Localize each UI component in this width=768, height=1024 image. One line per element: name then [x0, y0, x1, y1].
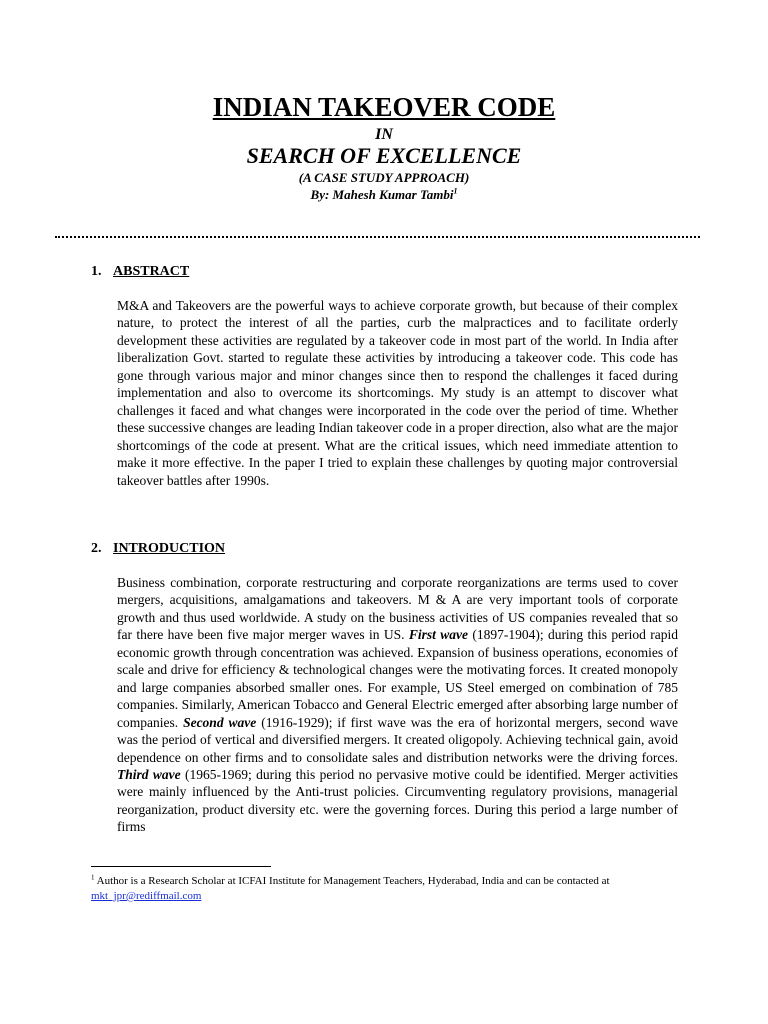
intro-text-part: Business combination, corporate restructuring and corporate reorganizations are terms used to cover mergers, acquisitions, amalgamations and takeovers. M & A are very important tools of corporate growth and thus used worldwide. A study on the business activities of US companies revealed that so far there have been five major merger waves in US. — [117, 575, 678, 643]
dotted-separator — [55, 232, 700, 238]
section-title: INTRODUCTION — [113, 541, 226, 556]
intro-text-part: (1916-1929); if first wave was the era of horizontal mergers, second wave was the period of vertical and diversified mergers. It created oligopoly. Achieving technical gain, avoid dependence on other firms and to consolidate sales and distribution networks were the driving forces. — [117, 714, 678, 765]
intro-text-part: (1965-1969; during this period no pervasive motive could be identified. Merger activities were mainly influenced by the Anti-trust policies. Circumventing regulatory provisions, managerial reorganization, product diversity etc. were the governing forces. During this period a large number of firms — [117, 766, 679, 835]
section-number: 1. — [91, 264, 102, 279]
introduction-text — [117, 574, 678, 836]
section-title: ABSTRACT — [113, 264, 190, 279]
section-heading-abstract — [91, 263, 189, 281]
third-wave-term: Third wave — [117, 766, 181, 782]
document-subtitle: SEARCH OF EXCELLENCE — [246, 143, 522, 168]
author-footnote-mark: 1 — [453, 186, 458, 196]
section-heading-introduction — [91, 540, 225, 558]
footnote-text: Author is a Research Scholar at ICFAI Institute for Management Teachers, Hyderabad, India and can be contacted at — [94, 875, 610, 887]
second-wave-term: Second wave — [183, 714, 257, 730]
abstract-text: M&A and Takeovers are the powerful ways to achieve corporate growth, but because of their complex nature, to protect the interest of all the parties, curb the malpractices and to facilitate orderly development these activities are regulated by a takeover code in most part of the world. In India after liberalization Govt. started to regulate these activities by introducing a takeover code. This code has gone through various major and minor changes since then to respond the challenges it faced during implementation and also to overcome its shortcomings. My study is an attempt to discover what challenges it faced and what changes were incorporated in the code over the period of time. Whether these successive changes are leading Indian takeover code in a proper direction, also what are the major shortcomings of the code at present. What are the critical issues, which need immediate attention to make it more effective. In the paper I tried to explain these challenges by quoting major controversial takeover battles after 1990s. — [117, 298, 678, 488]
footnote — [91, 874, 691, 904]
footnote-divider — [91, 866, 271, 867]
intro-text-part: (1897-1904); during this period rapid economic growth through concentration was achieved. Expansion of business operations, economies of scale and drive for efficiency & technological changes were the motivating forces. It created monopoly and large companies absorbed smaller ones. For example, US Steel emerged on combination of 785 companies. Similarly, American Tobacco and General Electric emerged after absorbing large number of companies. — [117, 627, 678, 730]
footnote-mark: 1 — [91, 873, 95, 882]
document-title: INDIAN TAKEOVER CODE — [212, 92, 556, 122]
first-wave-term: First wave — [408, 627, 468, 643]
author-email-link[interactable]: mkt_jpr@rediffmail.com — [91, 890, 202, 902]
author-byline — [0, 187, 768, 203]
abstract-paragraph — [117, 297, 678, 489]
title-connector: IN — [375, 126, 393, 143]
section-number: 2. — [91, 541, 102, 556]
introduction-paragraph — [117, 574, 678, 836]
author-name: By: Mahesh Kumar Tambi — [310, 187, 454, 202]
approach-label: (A CASE STUDY APPROACH) — [298, 170, 470, 185]
